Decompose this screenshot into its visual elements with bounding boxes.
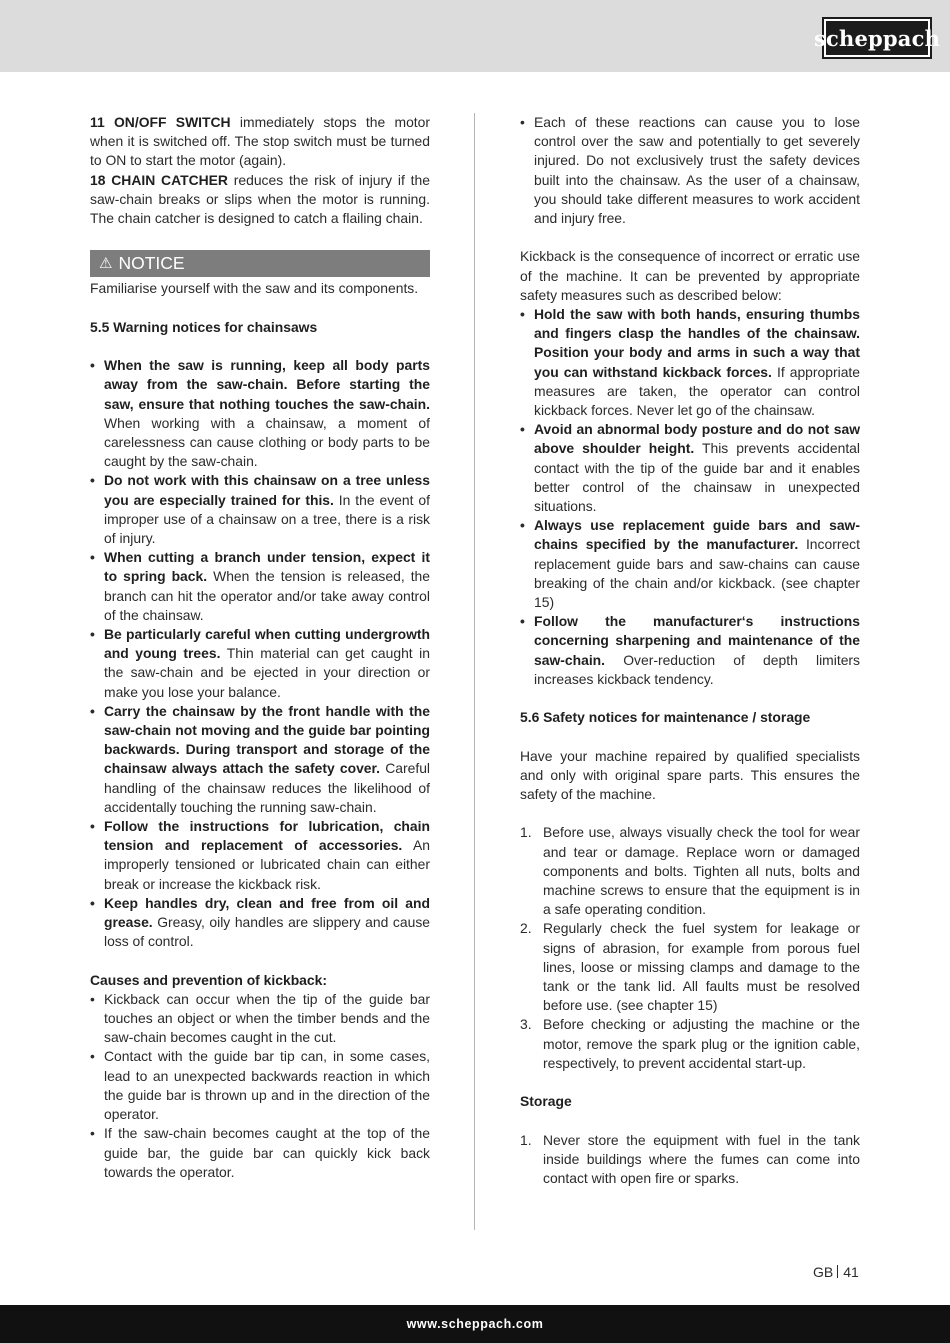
list-item: • Each of these reactions can cause you to lose control over the saw and potentially to get severely injured. Do not exclusively trust the safety devices built into the chainsaw. As the user of a chainsaw, you should take different measures to work accident and injury free.: [520, 113, 860, 228]
reaction-list: [520, 113, 860, 228]
warning-list: [90, 356, 430, 951]
list-item: • Follow the instructions for lubrication, chain tension and replacement of accessories. An improperly tensioned or lubricated chain can either break or increase the kickback risk.: [90, 817, 430, 894]
list-item: 3. Before checking or adjusting the machine or the motor, remove the spark plug or the ignition cable, respectively, to prevent accidental start-up.: [520, 1016, 860, 1071]
list-item: • Carry the chainsaw by the front handle with the saw-chain not moving and the guide bar pointing backwards. During transport and storage of the chainsaw always attach the safety cover. Careful handling of the chainsaw reduces the likelihood of accidentally touching the running saw-chain.: [90, 702, 430, 817]
list-item: • Follow the manufacturer‘s instructions concerning sharpening and maintenance of the saw-chain. Over-reduction of depth limiters increases kickback tendency.: [520, 612, 860, 689]
list-item: • When the saw is running, keep all body parts away from the saw-chain. Before starting the saw, ensure that nothing touches the saw-chain. When working with a chainsaw, a moment of carelessness can cause clothing or body parts to be caught by the saw-chain.: [90, 356, 430, 471]
kickback-intro: Kickback is the consequence of incorrect or erratic use of the machine. It can be prevented by appropriate safety measures such as described below:: [520, 248, 860, 303]
notice-banner: [90, 250, 430, 277]
storage-list: [520, 1131, 860, 1189]
notice-label: NOTICE: [118, 253, 185, 274]
page-number-value: 41: [843, 1264, 859, 1280]
left-column: [90, 113, 430, 1182]
storage-title: Storage: [520, 1093, 572, 1110]
header-bar: [0, 0, 950, 72]
intro-paragraph: 18 CHAIN CATCHER reduces the risk of injury if the saw-chain breaks or slips when the motor is running. The chain catcher is designed to catch a flailing chain.: [90, 171, 430, 227]
list-item: • Avoid an abnormal body posture and do not saw above shoulder height. This prevents accidental contact with the tip of the guide bar and it enables better control of the chainsaw in unexpected situations.: [520, 420, 860, 516]
list-item: • If the saw-chain becomes caught at the top of the guide bar, the guide bar can quickly kick back towards the operator.: [90, 1124, 430, 1182]
kickback-causes-list: [90, 990, 430, 1182]
section-5-6-title: 5.6 Safety notices for maintenance / storage: [520, 709, 811, 726]
list-item: • Kickback can occur when the tip of the guide bar touches an object or when the timber bends and the saw-chain becomes caught in the cut.: [90, 990, 430, 1048]
scheppach-logo: scheppach: [822, 17, 932, 59]
page-number: [813, 1264, 859, 1280]
list-item: • Always use replacement guide bars and saw-chains specified by the manufacturer. Incorrect replacement guide bars and saw-chains can cause breaking of the chain and/or kickback. (see chapter 15): [520, 516, 860, 612]
column-divider: [474, 113, 475, 1230]
intro-paragraph: 11 ON/OFF SWITCH immediately stops the motor when it is switched off. The stop switch must be turned to ON to start the motor (again).: [90, 114, 431, 169]
list-item: 2. Regularly check the fuel system for leakage or signs of abrasion, for example from porous fuel lines, loose or missing clamps and damage to the tank or the tank lid. All faults must be resolved before use. (see chapter 15): [520, 920, 860, 1014]
maintenance-intro: Have your machine repaired by qualified specialists and only with original spare parts. This ensures the safety of the machine.: [520, 747, 860, 803]
kickback-title: Causes and prevention of kickback:: [90, 971, 327, 988]
warning-triangle-icon: ⚠: [99, 255, 113, 273]
maintenance-list: [520, 823, 860, 1073]
list-item: • Hold the saw with both hands, ensuring thumbs and fingers clasp the handles of the chainsaw. Position your body and arms in such a way that you can withstand kickback forces. If appropriate measures are taken, the operator can control kickback forces. Never let go of the chainsaw.: [520, 305, 860, 420]
list-item: 1. Before use, always visually check the tool for wear and tear or damage. Replace worn or damaged components and bolts. Tighten all nuts, bolts and machine screws to ensure that the equipment is in a safe operating condition.: [520, 824, 860, 918]
page-language: GB: [813, 1264, 834, 1280]
prevention-list: [520, 305, 860, 689]
right-column: [520, 113, 860, 1188]
footer-bar: [0, 1305, 950, 1343]
footer-url[interactable]: www.scheppach.com: [406, 1317, 544, 1331]
list-item: • Keep handles dry, clean and free from oil and grease. Greasy, oily handles are slippery and cause loss of control.: [90, 894, 430, 952]
section-5-5-title: 5.5 Warning notices for chainsaws: [90, 318, 318, 335]
list-item: • Be particularly careful when cutting undergrowth and young trees. Thin material can get caught in the saw-chain and be ejected in your direction or make you lose your balance.: [90, 625, 430, 702]
list-item: • Do not work with this chainsaw on a tree unless you are especially trained for this. In the event of improper use of a chainsaw on a tree, there is a risk of injury.: [90, 471, 430, 548]
list-item: • When cutting a branch under tension, expect it to spring back. When the tension is released, the branch can hit the operator and/or take away control of the chainsaw.: [90, 548, 430, 625]
list-item: 1. Never store the equipment with fuel in the tank inside buildings where the fumes can come into contact with open fire or sparks.: [520, 1131, 860, 1187]
notice-text: Familiarise yourself with the saw and its components.: [90, 280, 419, 297]
list-item: • Contact with the guide bar tip can, in some cases, lead to an unexpected backwards reaction in which the guide bar is thrown up and in the direction of the operator.: [90, 1047, 430, 1124]
